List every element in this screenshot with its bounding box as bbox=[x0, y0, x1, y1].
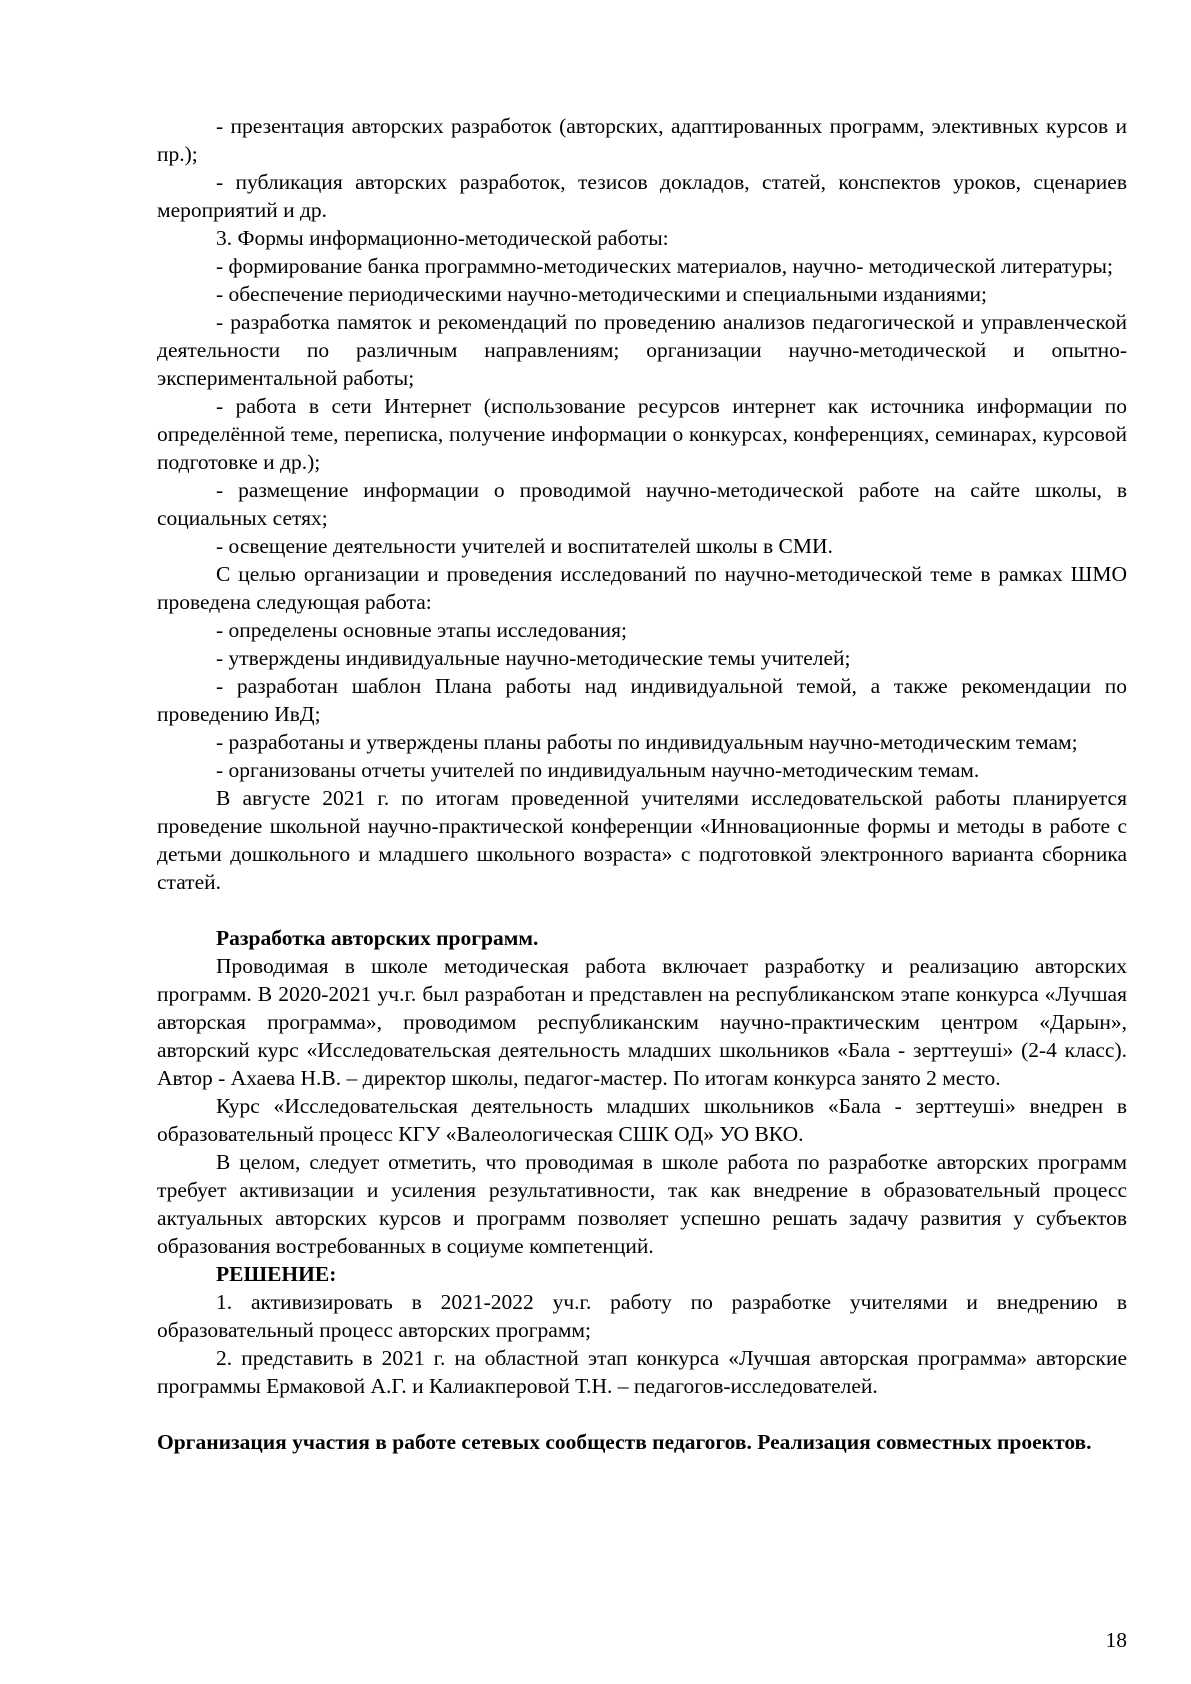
list-item: - обеспечение периодическими научно-методическими и специальными изданиями; bbox=[216, 282, 988, 306]
paragraph: С целью организации и проведения исследований по научно-методической теме в рамках ШМО проведена следующая работа: bbox=[157, 562, 1127, 614]
list-item: - утверждены индивидуальные научно-методические темы учителей; bbox=[216, 646, 851, 670]
list-item: - размещение информации о проводимой научно-методической работе на сайте школы, в социальных сетях; bbox=[157, 478, 1127, 530]
list-item: - презентация авторских разработок (авторских, адаптированных программ, элективных курсов и пр.); bbox=[157, 114, 1127, 166]
section-heading-author-programs: Разработка авторских программ. bbox=[216, 926, 539, 950]
list-item: - формирование банка программно-методических материалов, научно- методической литературы; bbox=[216, 254, 1113, 278]
paragraph: В августе 2021 г. по итогам проведенной учителями исследовательской работы планируется проведение школьной научно-практической конференции «Инновационные формы и методы в работе с детьми дошкольного и младшего школьного возраста» с подготовкой электронного варианта сборника статей. bbox=[157, 786, 1127, 894]
list-item: - разработаны и утверждены планы работы по индивидуальным научно-методическим темам; bbox=[216, 730, 1078, 754]
list-item: - освещение деятельности учителей и воспитателей школы в СМИ. bbox=[216, 534, 833, 558]
paragraph: Проводимая в школе методическая работа включает разработку и реализацию авторских программ. В 2020-2021 уч.г. был разработан и представлен на республиканском этапе конкурса «Лучшая авторская программа», проводимом республиканским научно-практическим центром «Дарын», авторский курс «Исследовательская деятельность младших школьников «Бала - зерттеушi» (2-4 класс). Автор - Ахаева Н.В. – директор школы, педагог-мастер. По итогам конкурса занято 2 место. bbox=[157, 954, 1127, 1090]
list-item: - организованы отчеты учителей по индивидуальным научно-методическим темам. bbox=[216, 758, 980, 782]
paragraph: Курс «Исследовательская деятельность младших школьников «Бала - зерттеушi» внедрен в образовательный процесс КГУ «Валеологическая СШК ОД» УО ВКО. bbox=[157, 1094, 1127, 1146]
decision-item: 2. представить в 2021 г. на областной этап конкурса «Лучшая авторская программа» авторские программы Ермаковой А.Г. и Калиакперовой Т.Н. – педагогов-исследователей. bbox=[157, 1346, 1127, 1398]
paragraph: В целом, следует отметить, что проводимая в школе работа по разработке авторских программ требует активизации и усиления результативности, так как внедрение в образовательный процесс актуальных авторских курсов и программ позволяет успешно решать задачу развития у субъектов образования востребованных в социуме компетенций. bbox=[157, 1150, 1127, 1258]
section-heading-network-communities: Организация участия в работе сетевых сообществ педагогов. Реализация совместных проектов. bbox=[157, 1430, 1092, 1454]
list-heading: 3. Формы информационно-методической работы: bbox=[216, 226, 669, 250]
page-number: 18 bbox=[1105, 1628, 1127, 1652]
list-item: - работа в сети Интернет (использование ресурсов интернет как источника информации по определённой теме, переписка, получение информации о конкурсах, конференциях, семинарах, курсовой подготовке и др.); bbox=[157, 394, 1127, 474]
list-item: - разработан шаблон Плана работы над индивидуальной темой, а также рекомендации по проведению ИвД; bbox=[157, 674, 1127, 726]
page-content bbox=[157, 112, 1127, 1456]
decision-item: 1. активизировать в 2021-2022 уч.г. работу по разработке учителями и внедрению в образовательный процесс авторских программ; bbox=[157, 1290, 1127, 1342]
list-item: - публикация авторских разработок, тезисов докладов, статей, конспектов уроков, сценариев мероприятий и др. bbox=[157, 170, 1127, 222]
decision-heading: РЕШЕНИЕ: bbox=[216, 1262, 337, 1286]
list-item: - разработка памяток и рекомендаций по проведению анализов педагогической и управленческой деятельности по различным направлениям; организации научно-методической и опытно-экспериментальной работы; bbox=[157, 310, 1127, 390]
list-item: - определены основные этапы исследования; bbox=[216, 618, 628, 642]
